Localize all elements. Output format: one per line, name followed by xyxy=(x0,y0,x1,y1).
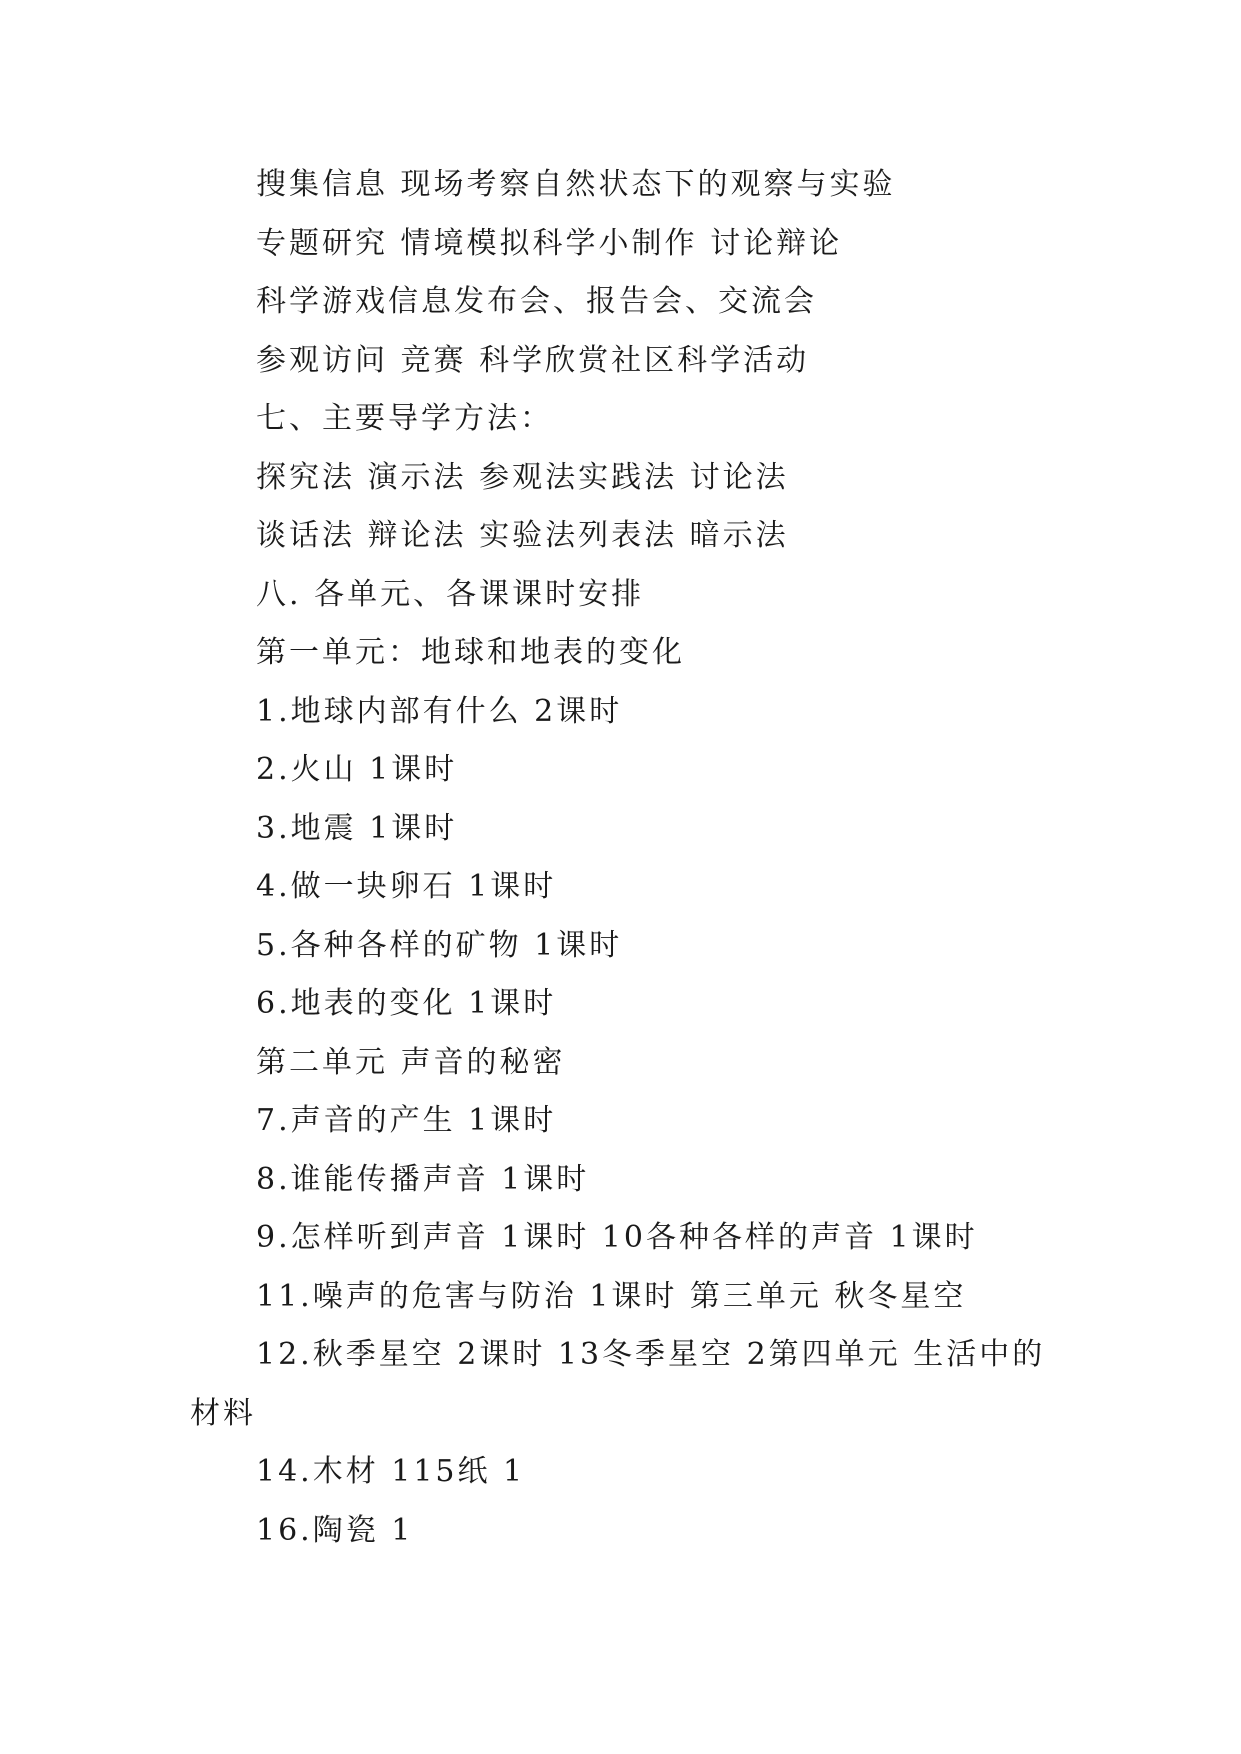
lesson-item: 11.噪声的危害与防治 1课时 第三单元 秋冬星空 xyxy=(256,1278,967,1314)
lesson-item: 9.怎样听到声音 1课时 10各种各样的声音 1课时 xyxy=(256,1220,978,1255)
section-heading: 七、主要导学方法： xyxy=(256,401,553,436)
lesson-item: 8.谁能传播声音 1课时 xyxy=(256,1161,590,1197)
unit-heading: 第二单元 声音的秘密 xyxy=(256,1044,566,1080)
paragraph-line: 搜集信息 现场考察自然状态下的观察与实验 xyxy=(256,167,896,202)
lesson-item-continuation: 材料 xyxy=(190,1395,256,1431)
lesson-item: 5.各种各样的矿物 1课时 xyxy=(256,927,623,963)
paragraph-line: 科学游戏信息发布会、报告会、交流会 xyxy=(256,284,817,319)
unit-heading: 第一单元：地球和地表的变化 xyxy=(256,635,685,670)
paragraph-line: 谈话法 辩论法 实验法列表法 暗示法 xyxy=(256,518,789,553)
lesson-item: 6.地表的变化 1课时 xyxy=(256,986,557,1021)
lesson-item: 7.声音的产生 1课时 xyxy=(256,1103,557,1138)
paragraph-line: 参观访问 竞赛 科学欣赏社区科学活动 xyxy=(256,342,810,378)
lesson-item: 1.地球内部有什么 2课时 xyxy=(256,693,623,729)
paragraph-line: 专题研究 情境模拟科学小制作 讨论辩论 xyxy=(256,225,843,261)
lesson-item: 2.火山 1课时 xyxy=(256,752,458,787)
lesson-item: 3.地震 1课时 xyxy=(256,810,458,846)
section-heading: 八. 各单元、各课课时安排 xyxy=(256,576,645,612)
lesson-item: 12.秋季星空 2课时 13冬季星空 2第四单元 生活中的 xyxy=(256,1337,1046,1372)
lesson-item: 4.做一块卵石 1课时 xyxy=(256,869,557,904)
lesson-item: 14.木材 115纸 1 xyxy=(256,1454,526,1489)
lesson-item: 16.陶瓷 1 xyxy=(256,1512,414,1548)
paragraph-line: 探究法 演示法 参观法实践法 讨论法 xyxy=(256,459,789,495)
body-text xyxy=(190,156,1060,1560)
